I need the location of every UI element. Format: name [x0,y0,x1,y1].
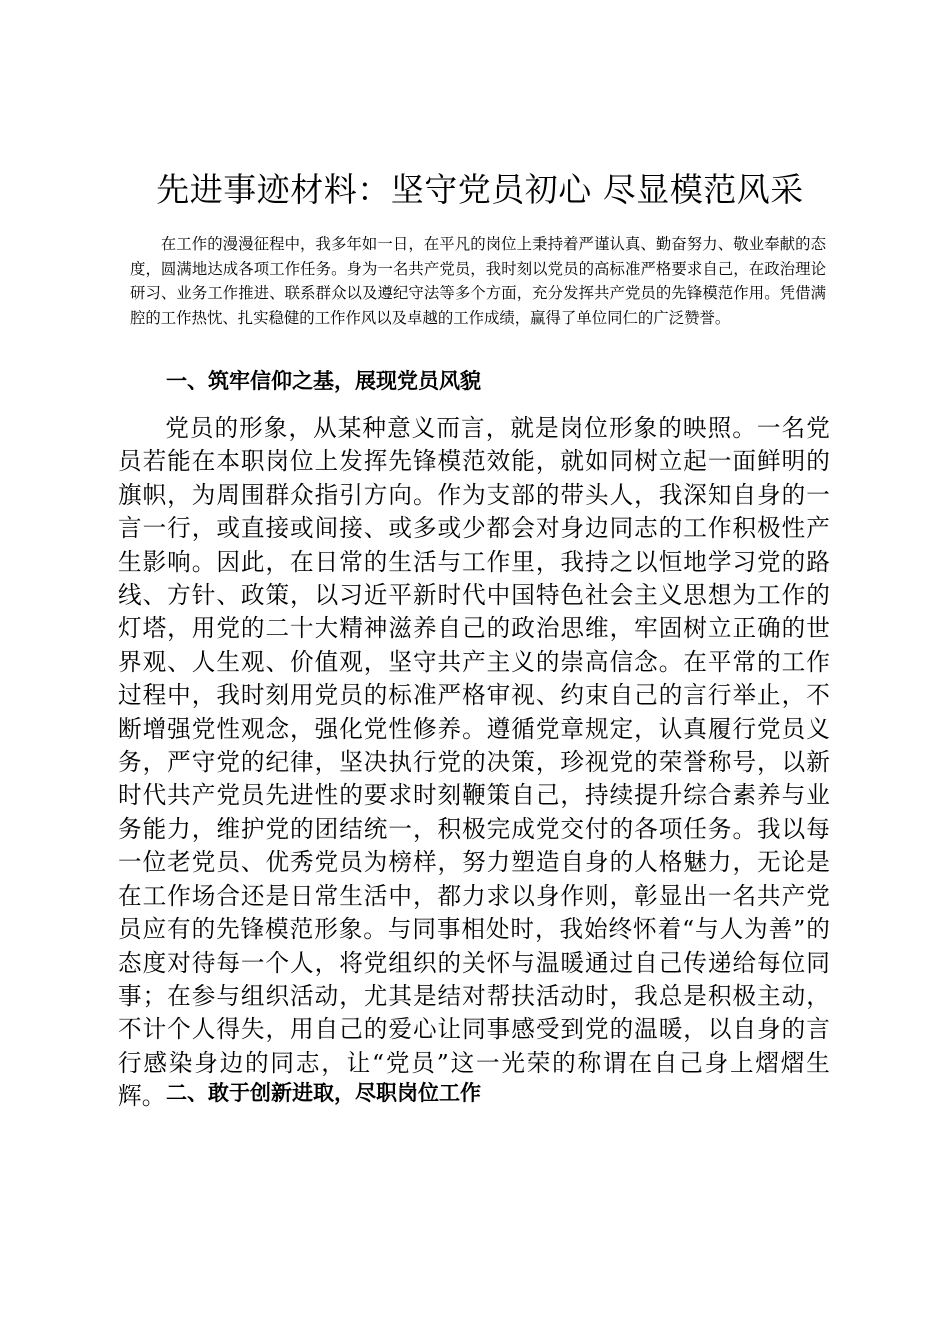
document-title: 先进事迹材料：坚守党员初心 尽显模范风采 [156,170,804,209]
section-2-heading: 二、敢于创新进取，尽职岗位工作 [166,1080,481,1105]
section-1-heading: 一、筑牢信仰之基，展现党员风貌 [166,368,481,393]
intro-paragraph: 在工作的漫漫征程中，我多年如一日，在平凡的岗位上秉持着严谨认真、勤奋努力、敬业奉献的态度，圆满地达成各项工作任务。身为一名共产党员，我时刻以党员的高标准严格要求自己，在政治理论研习、业务工作推进、联系群众以及遵纪守法等多个方面，充分发挥共产党员的先锋模范作用。凭借满腔的工作热忱、扎实稳健的工作作风以及卓越的工作成绩，赢得了单位同仁的广泛赞誉。 [130,235,826,327]
section-1-paragraph: 党员的形象，从某种意义而言，就是岗位形象的映照。一名党员若能在本职岗位上发挥先锋模范效能，就如同树立起一面鲜明的旗帜，为周围群众指引方向。作为支部的带头人，我深知自身的一言一行，或直接或间接、或多或少都会对身边同志的工作积极性产生影响。因此，在日常的生活与工作里，我持之以恒地学习党的路线、方针、政策，以习近平新时代中国特色社会主义思想为工作的灯塔，用党的二十大精神滋养自己的政治思维，牢固树立正确的世界观、人生观、价值观，坚守共产主义的崇高信念。在平常的工作过程中，我时刻用党员的标准严格审视、约束自己的言行举止，不断增强党性观念，强化党性修养。遵循党章规定，认真履行党员义务，严守党的纪律，坚决执行党的决策，珍视党的荣誉称号，以新时代共产党员先进性的要求时刻鞭策自己，持续提升综合素养与业务能力，维护党的团结统一，积极完成党交付的各项任务。我以每一位老党员、优秀党员为榜样，努力塑造自身的人格魅力，无论是在工作场合还是日常生活中，都力求以身作则，彰显出一名共产党员应有的先锋模范形象。与同事相处时，我始终怀着“与人为善”的态度对待每一个人，将党组织的关怀与温暖通过自己传递给每位同事；在参与组织活动，尤其是结对帮扶活动时，我总是积极主动，不计个人得失，用自己的爱心让同事感受到党的温暖，以自身的言行感染身边的同志，让“党员”这一光荣的称谓在自己身上熠熠生辉。 [118,414,830,1111]
